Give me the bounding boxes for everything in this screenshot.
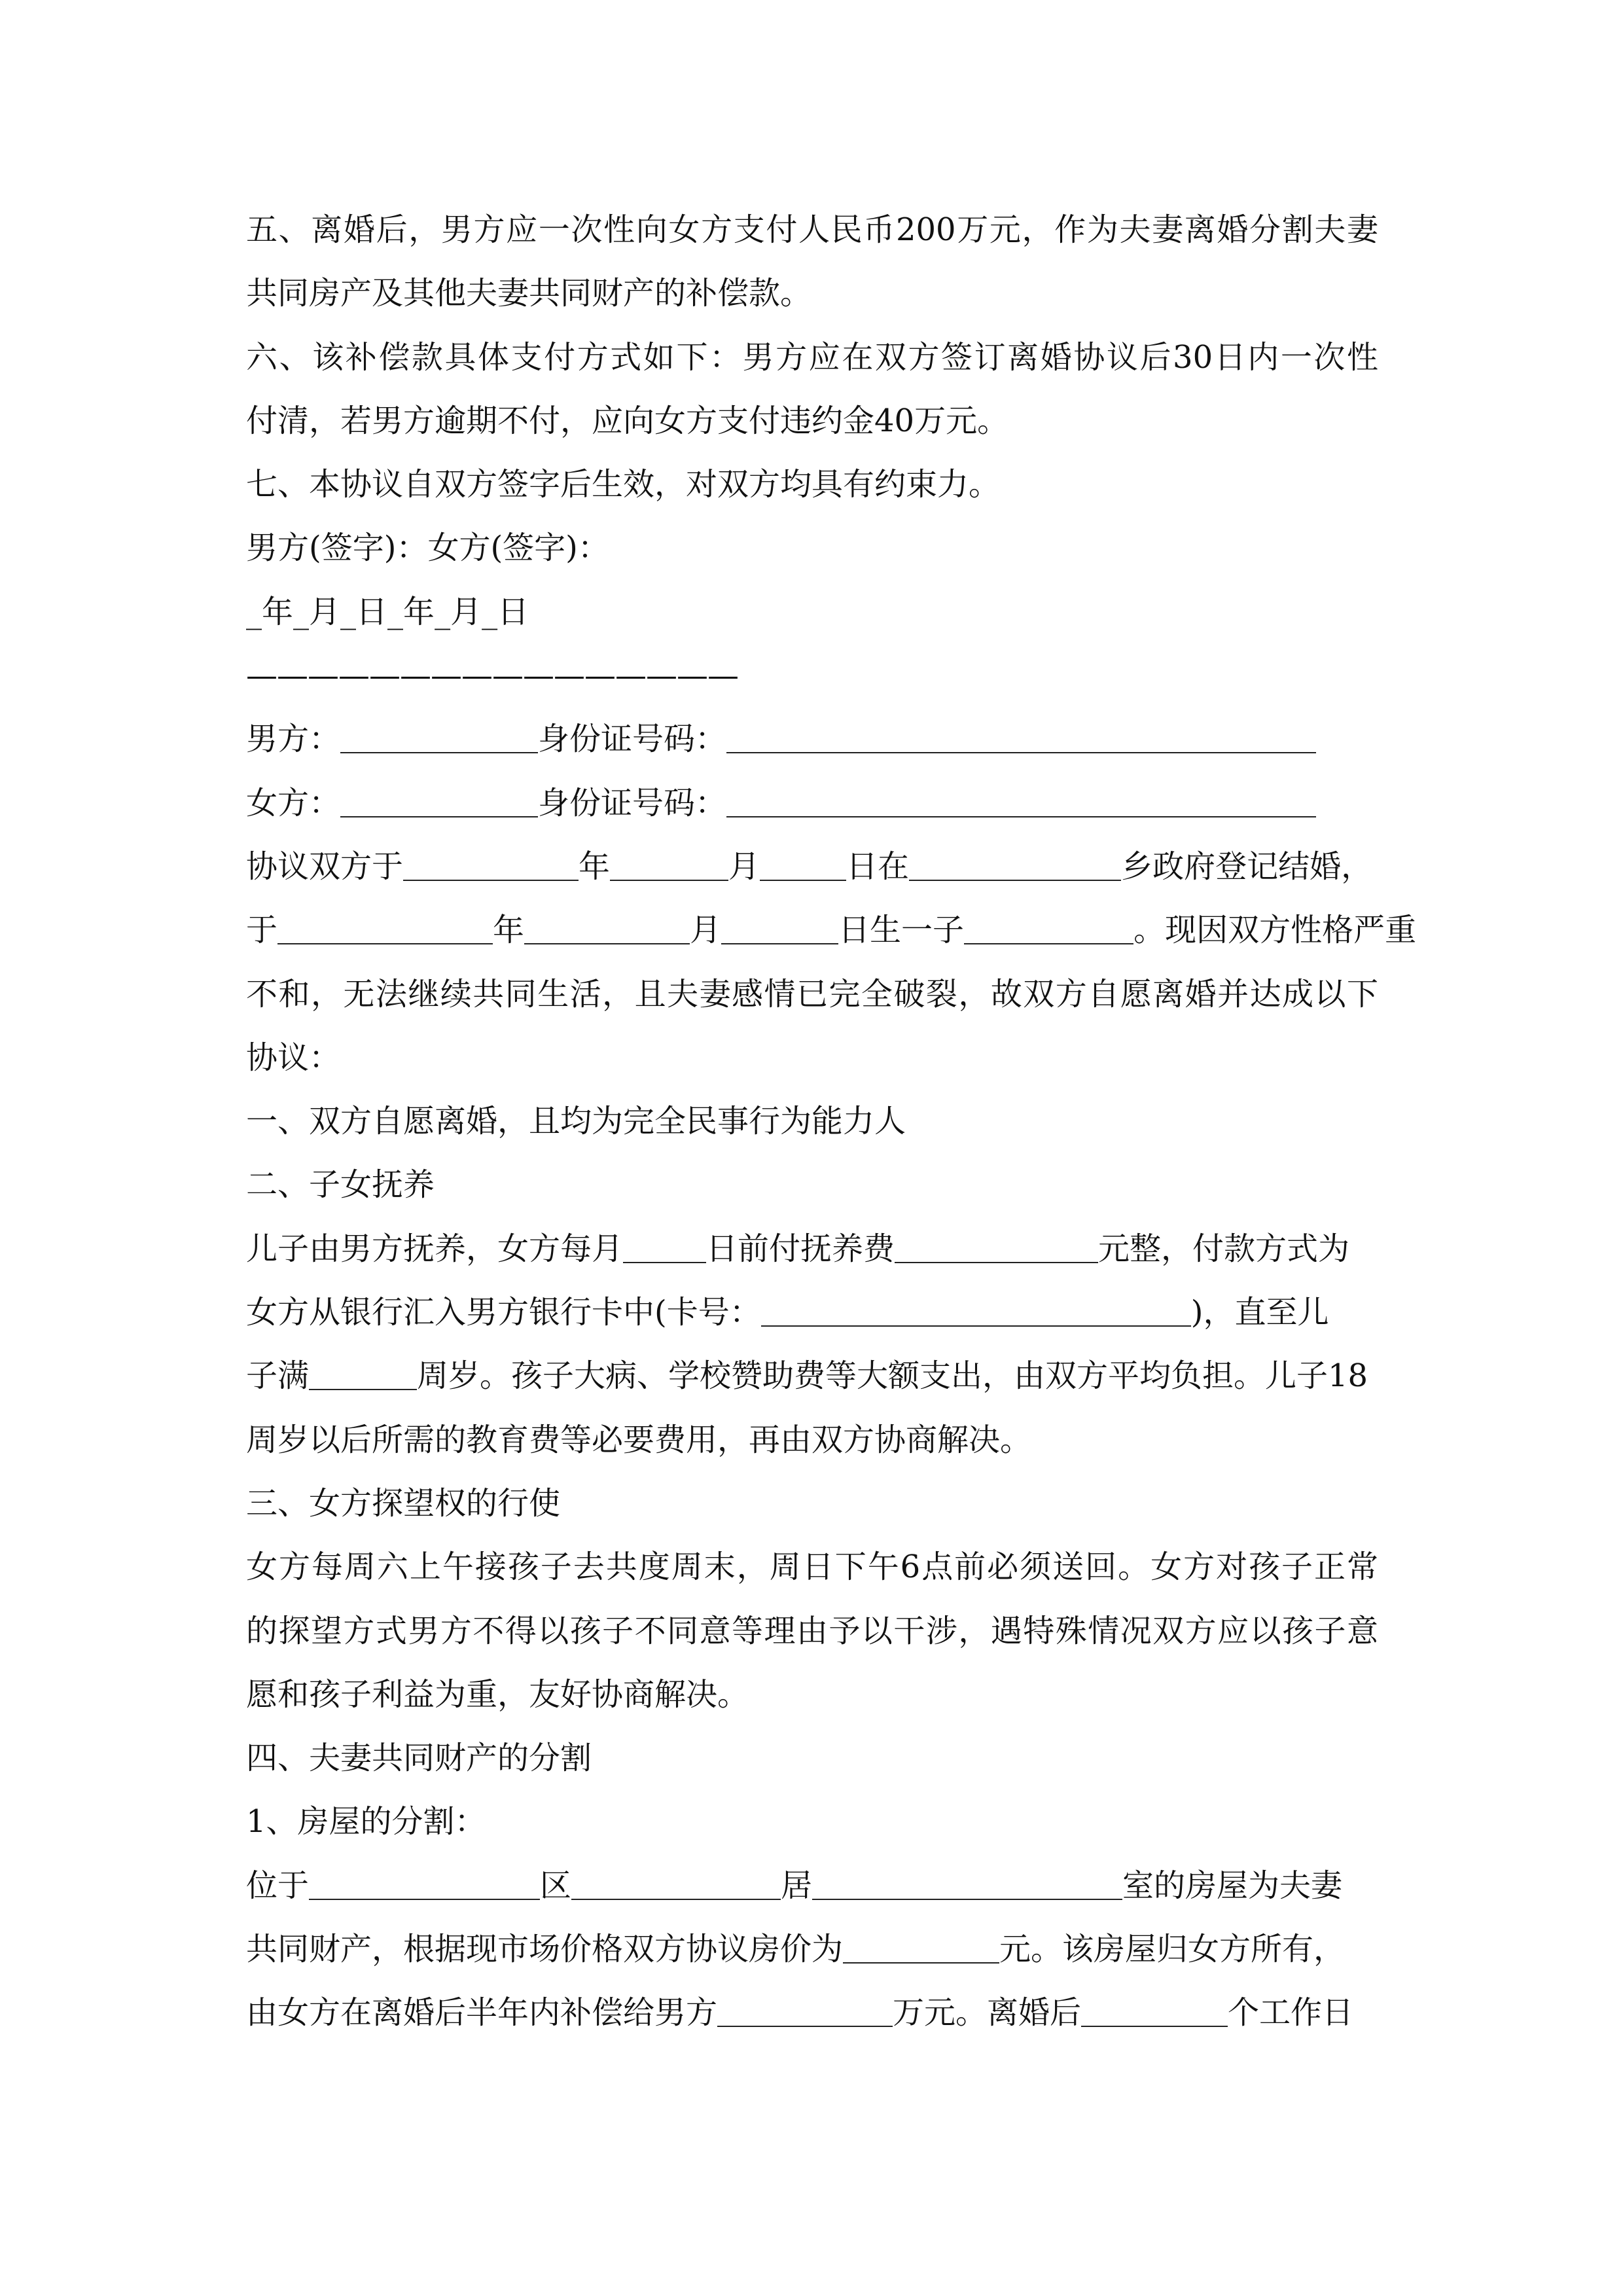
male-name-blank[interactable] <box>340 713 538 753</box>
district-blank[interactable] <box>309 1859 540 1900</box>
year-blank[interactable] <box>277 904 493 944</box>
text: 。现因双方性格严重 <box>1133 912 1417 949</box>
text: 日前付抚养费 <box>706 1230 895 1267</box>
visitation-line-2: 的探望方式男方不得以孩子不同意等理由予以干涉，遇特殊情况双方应以孩子意 <box>246 1612 1378 1649</box>
text: 月 <box>690 912 722 949</box>
text: 年 <box>579 848 611 885</box>
residence-blank[interactable] <box>571 1859 781 1900</box>
text: 位于 <box>246 1867 310 1904</box>
text: 儿子由男方抚养，女方每月 <box>246 1230 624 1267</box>
female-id-blank[interactable] <box>726 777 1316 817</box>
day-blank[interactable] <box>760 840 846 881</box>
date-label: 年 <box>403 593 435 630</box>
text: 个工作日 <box>1228 1994 1354 2032</box>
clause-7: 七、本协议自双方签字后生效，对双方均具有约束力。 <box>246 466 1001 503</box>
text: 年 <box>493 912 525 949</box>
date-label: 月 <box>309 593 341 630</box>
clause-4-heading: 四、夫妻共同财产的分割 <box>246 1740 592 1777</box>
text: 居 <box>781 1867 813 1904</box>
text: 元。该房屋归女方所有， <box>999 1931 1346 1968</box>
text: 万元。离婚后 <box>893 1994 1082 2032</box>
signature-labels: 男方(签字)：女方(签字)： <box>246 529 609 567</box>
support-line-2 <box>246 1281 1378 1344</box>
workdays-blank[interactable] <box>1081 1986 1228 2027</box>
date-label: 月 <box>450 593 482 630</box>
text: 于 <box>246 912 278 949</box>
date-blank: _ <box>435 593 451 630</box>
female-party-line <box>246 772 1378 835</box>
female-label: 女方： <box>246 784 341 821</box>
text: 由女方在离婚后半年内补偿给男方 <box>246 1994 718 2032</box>
support-line-4: 周岁以后所需的教育费等必要费用，再由双方协商解决。 <box>246 1421 1032 1458</box>
text: 女方从银行汇入男方银行卡中(卡号： <box>246 1294 761 1331</box>
day-blank[interactable] <box>623 1223 706 1263</box>
text: 周岁。孩子大病、学校赞助费等大额支出，由双方平均负担。儿子18 <box>417 1357 1368 1395</box>
text: 室的房屋为夫妻 <box>1122 1867 1343 1904</box>
text: 子满 <box>246 1357 310 1395</box>
clause-1: 一、双方自愿离婚，且均为完全民事行为能力人 <box>246 1103 906 1140</box>
room-blank[interactable] <box>812 1859 1122 1900</box>
text: 协议双方于 <box>246 848 404 885</box>
visitation-line-1: 女方每周六上午接孩子去共度周末，周日下午6点前必须送回。女方对孩子正常 <box>246 1549 1378 1586</box>
male-id-blank[interactable] <box>726 713 1316 753</box>
child-birth-line <box>246 899 1417 962</box>
text: 日在 <box>846 848 910 885</box>
agreement-page <box>246 198 1417 2045</box>
price-blank[interactable] <box>843 1923 999 1964</box>
house-line-1 <box>246 1854 1378 1918</box>
date-blank: _ <box>387 593 404 630</box>
date-label: 日 <box>356 593 388 630</box>
child-name-blank[interactable] <box>964 904 1133 944</box>
male-label: 男方： <box>246 721 341 758</box>
preamble-line: 不和，无法继续共同生活，且夫妻感情已完全破裂，故双方自愿离婚并达成以下 <box>246 975 1378 1013</box>
month-blank[interactable] <box>610 840 728 881</box>
clause-3-heading: 三、女方探望权的行使 <box>246 1484 561 1522</box>
clause-2-heading: 二、子女抚养 <box>246 1166 435 1204</box>
id-label: 身份证号码： <box>538 784 727 821</box>
house-division-heading: 1、房屋的分割： <box>246 1803 486 1840</box>
support-line-1 <box>246 1217 1378 1281</box>
marriage-registration-line <box>246 835 1378 899</box>
signature-dates <box>246 581 1378 644</box>
date-label: 年 <box>262 593 294 630</box>
text: 日生一子 <box>838 912 965 949</box>
separator-dashes: ———————————————— <box>246 657 738 694</box>
id-label: 身份证号码： <box>538 721 727 758</box>
text: 共同财产，根据现市场价格双方协议房价为 <box>246 1931 844 1968</box>
house-line-3 <box>246 1981 1378 2045</box>
text: 乡政府登记结婚， <box>1121 848 1373 885</box>
text: 区 <box>540 1867 572 1904</box>
clause-5-line-2: 共同房产及其他夫妻共同财产的补偿款。 <box>246 275 812 312</box>
age-blank[interactable] <box>309 1350 417 1390</box>
visitation-line-3: 愿和孩子利益为重，友好协商解决。 <box>246 1676 749 1713</box>
date-blank: _ <box>340 593 357 630</box>
date-label: 日 <box>497 593 529 630</box>
female-name-blank[interactable] <box>340 777 538 817</box>
month-blank[interactable] <box>524 904 690 944</box>
compensation-blank[interactable] <box>717 1986 893 2027</box>
text: 元整，付款方式为 <box>1098 1230 1350 1267</box>
date-blank: _ <box>246 593 262 630</box>
amount-blank[interactable] <box>895 1223 1098 1263</box>
date-blank: _ <box>482 593 498 630</box>
day-blank[interactable] <box>721 904 838 944</box>
year-blank[interactable] <box>403 840 579 881</box>
place-blank[interactable] <box>909 840 1121 881</box>
date-blank: _ <box>293 593 310 630</box>
house-line-2 <box>246 1918 1378 1981</box>
preamble-end: 协议： <box>246 1039 341 1076</box>
text: )，直至儿 <box>1190 1294 1329 1331</box>
clause-6-line-2: 付清，若男方逾期不付，应向女方支付违约金40万元。 <box>246 402 1009 439</box>
card-number-blank[interactable] <box>761 1286 1191 1327</box>
text: 月 <box>728 848 760 885</box>
support-line-3 <box>246 1344 1378 1408</box>
male-party-line <box>246 708 1378 771</box>
clause-6-line-1: 六、该补偿款具体支付方式如下：男方应在双方签订离婚协议后30日内一次性 <box>246 338 1378 376</box>
clause-5-line-1: 五、离婚后，男方应一次性向女方支付人民币200万元，作为夫妻离婚分割夫妻 <box>246 211 1378 248</box>
